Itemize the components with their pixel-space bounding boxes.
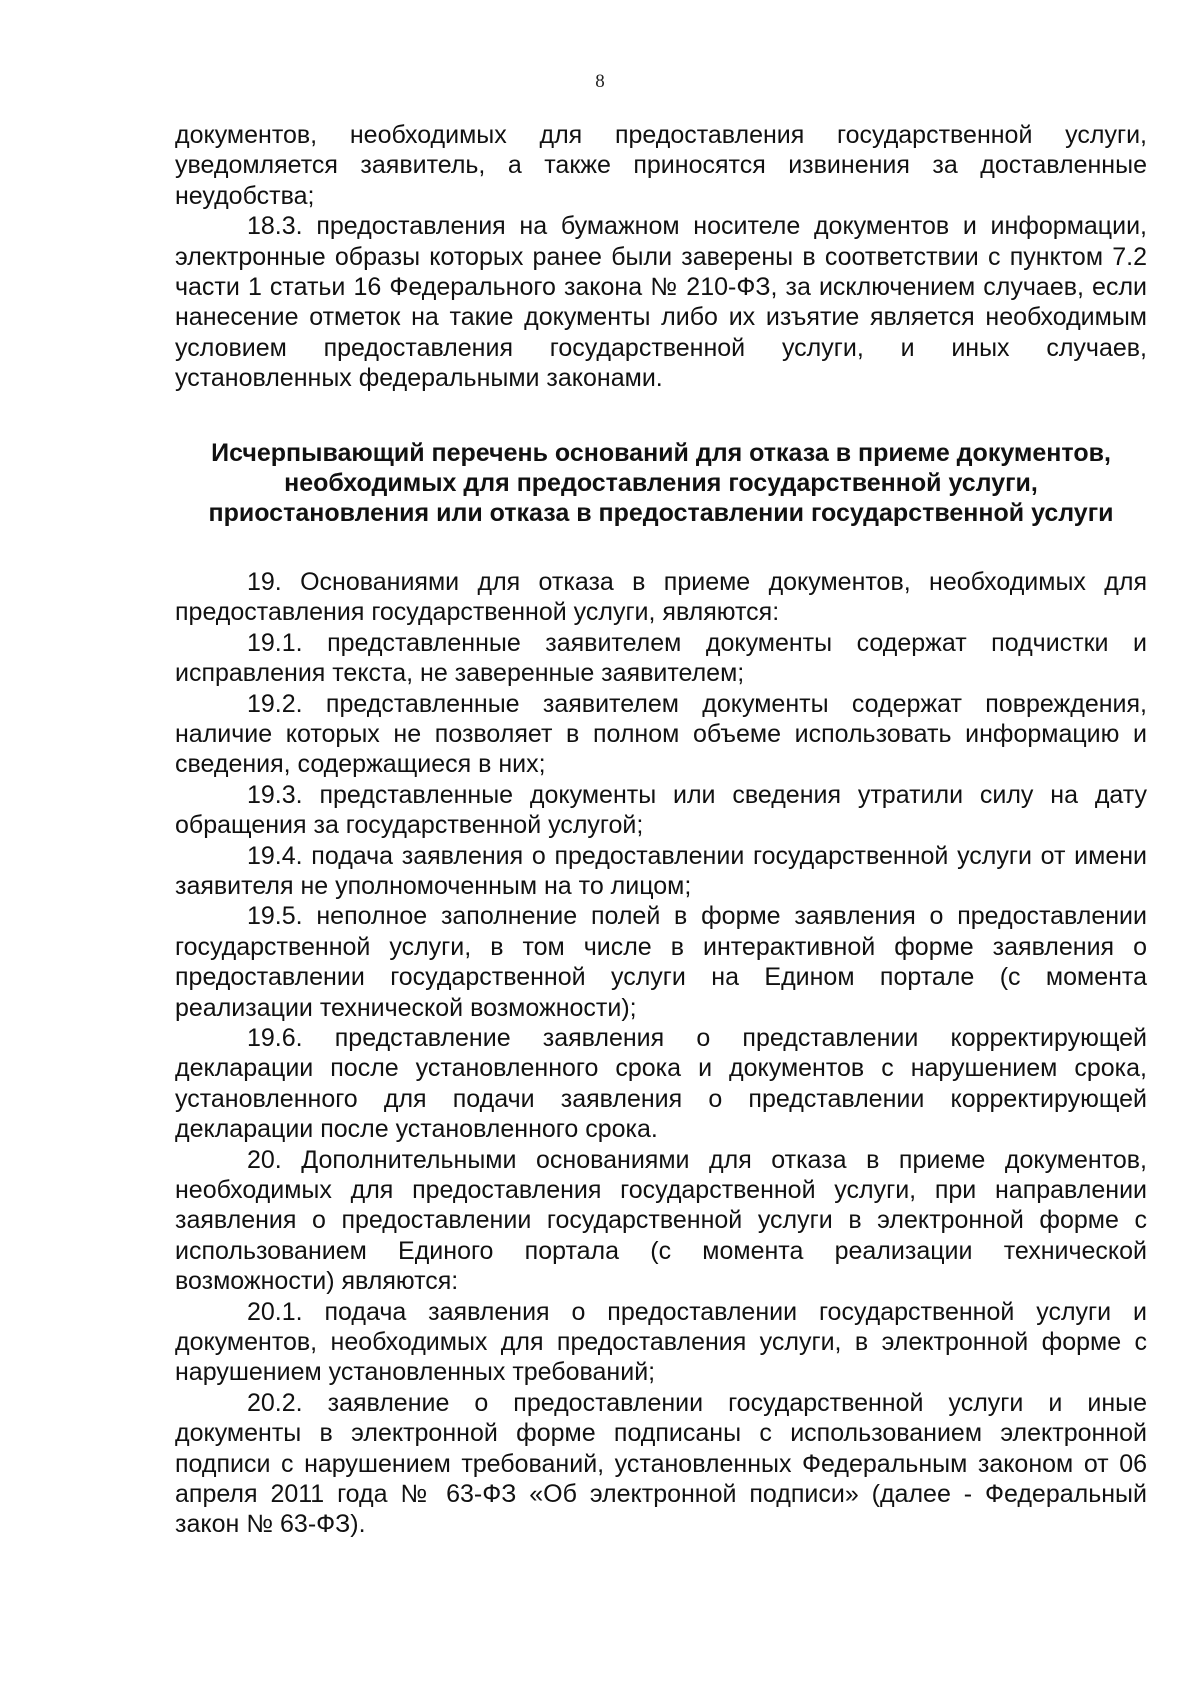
paragraph-19-1: 19.1. представленные заявителем документы содержат подчистки и исправления текста, не заверенные заявителем;	[175, 628, 1147, 688]
paragraph-19-6: 19.6. представление заявления о представлении корректирующей декларации после установленного срока и документов с нарушением срока, установленного для подачи заявления о представлении корректирующей декларации после установленного срока.	[175, 1023, 1147, 1144]
section-heading: Исчерпывающий перечень оснований для отказа в приеме документов, необходимых для предоставления государственной услуги, приостановления или отказа в предоставлении государственной услуги	[208, 438, 1114, 528]
document-body	[175, 120, 1147, 1540]
paragraph-20: 20. Дополнительными основаниями для отказа в приеме документов, необходимых для предоставления государственной услуги, при направлении заявления о предоставлении государственной услуги в электронной форме с использованием Единого портала (с момента реализации технической возможности) являются:	[175, 1145, 1147, 1296]
paragraph-20-1: 20.1. подача заявления о предоставлении государственной услуги и документов, необходимых для предоставления услуги, в электронной форме с нарушением установленных требований;	[175, 1297, 1147, 1387]
paragraph-19: 19. Основаниями для отказа в приеме документов, необходимых для предоставления государственной услуги, являются:	[175, 567, 1147, 627]
paragraph-continuation: документов, необходимых для предоставления государственной услуги, уведомляется заявитель, а также приносятся извинения за доставленные неудобства;	[175, 121, 1147, 210]
paragraph-19-3: 19.3. представленные документы или сведения утратили силу на дату обращения за государственной услугой;	[175, 780, 1147, 840]
paragraph-20-2: 20.2. заявление о предоставлении государственной услуги и иные документы в электронной форме подписаны с использованием электронной подписи с нарушением требований, установленных Федеральным законом от 06 апреля 2011 года № 63-ФЗ «Об электронной подписи» (далее - Федеральный закон № 63-ФЗ).	[175, 1388, 1147, 1539]
page-number: 8	[595, 71, 605, 92]
paragraph-19-4: 19.4. подача заявления о предоставлении государственной услуги от имени заявителя не уполномоченным на то лицом;	[175, 841, 1147, 900]
paragraph-18-3: 18.3. предоставления на бумажном носителе документов и информации, электронные образы которых ранее были заверены в соответствии с пунктом 7.2 части 1 статьи 16 Федерального закона № 210-ФЗ, за исключением случаев, если нанесение отметок на такие документы либо их изъятие является необходимым условием предоставления государственной услуги, и иных случаев, установленных федеральными законами.	[175, 212, 1147, 393]
paragraph-19-5: 19.5. неполное заполнение полей в форме заявления о предоставлении государственной услуги, в том числе в интерактивной форме заявления о предоставлении государственной услуги на Едином портале (с момента реализации технической возможности);	[175, 902, 1147, 1022]
paragraph-19-2: 19.2. представленные заявителем документы содержат повреждения, наличие которых не позволяет в полном объеме использовать информацию и сведения, содержащиеся в них;	[175, 689, 1147, 779]
